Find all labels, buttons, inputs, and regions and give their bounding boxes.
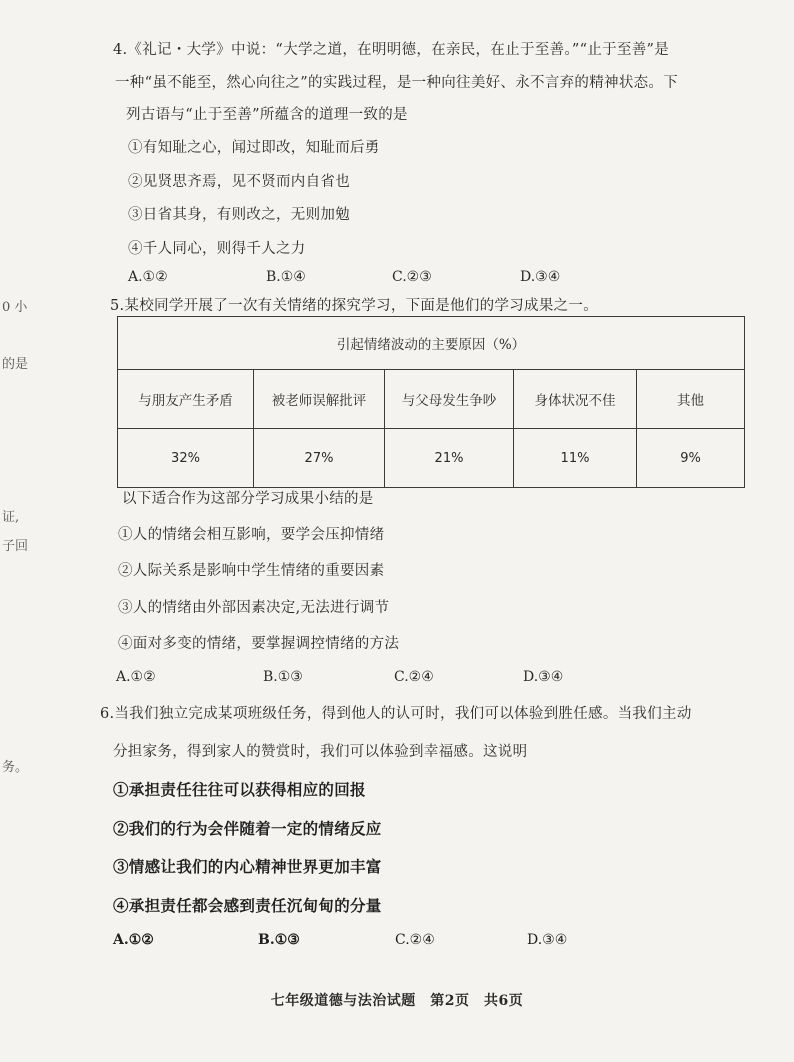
- q5-options: [116, 669, 716, 689]
- table-cell: 被老师误解批评: [254, 370, 385, 429]
- q5-stem: 5.某校同学开展了一次有关情绪的探究学习，下面是他们的学习成果之一。: [110, 298, 599, 314]
- q4-item: ③日省其身，有则改之，无则加勉: [128, 207, 350, 223]
- table-cell: 与父母发生争吵: [385, 370, 514, 429]
- margin-fragment: 0 小: [2, 300, 28, 315]
- q6-stem-line-2: 分担家务，得到家人的赞赏时，我们可以体验到幸福感。这说明: [113, 744, 528, 760]
- option-c[interactable]: C.②④: [395, 932, 435, 948]
- table-cell: 其他: [637, 370, 745, 429]
- q4-stem-line-3: 列古语与“止于至善”所蕴含的道理一致的是: [126, 107, 408, 123]
- margin-fragment: 证,: [2, 510, 20, 525]
- q5-item: ②人际关系是影响中学生情绪的重要因素: [118, 563, 385, 579]
- q6-item: ③情感让我们的内心精神世界更加丰富: [113, 857, 382, 876]
- q6-item: ①承担责任往往可以获得相应的回报: [113, 780, 366, 799]
- option-c[interactable]: C.②③: [392, 269, 432, 285]
- q4-stem-line-1: 4.《礼记・大学》中说：“大学之道，在明明德，在亲民，在止于至善。”“止于至善”是: [113, 42, 670, 58]
- table-cell: 身体状况不佳: [514, 370, 637, 429]
- table-cell: 与朋友产生矛盾: [118, 370, 254, 429]
- q6-stem-line-1: 6.当我们独立完成某项班级任务，得到他人的认可时，我们可以体验到胜任感。当我们主动: [100, 706, 692, 722]
- table-row: [118, 429, 745, 488]
- table-title: 引起情绪波动的主要原因（%）: [118, 317, 745, 370]
- q6-options: [113, 932, 713, 952]
- page-footer: 七年级道德与法治试题 第2页 共6页: [270, 993, 524, 1009]
- table-cell: 21%: [385, 429, 514, 488]
- margin-fragment: 务。: [2, 760, 29, 775]
- option-d[interactable]: D.③④: [523, 669, 564, 685]
- option-a[interactable]: A.①②: [128, 269, 168, 285]
- table-cell: 32%: [118, 429, 254, 488]
- table-cell: 9%: [637, 429, 745, 488]
- option-b[interactable]: B.①④: [266, 269, 306, 285]
- margin-fragment: 子回: [2, 539, 29, 554]
- q4-stem-line-2: 一种“虽不能至，然心向往之”的实践过程，是一种向往美好、永不言弃的精神状态。下: [115, 75, 679, 91]
- option-b[interactable]: B.①③: [263, 669, 303, 685]
- q4-options: [128, 269, 728, 289]
- q6-item: ④承担责任都会感到责任沉甸甸的分量: [113, 896, 382, 915]
- option-c[interactable]: C.②④: [394, 669, 434, 685]
- q4-item: ①有知耻之心，闻过即改，知耻而后勇: [128, 140, 380, 156]
- option-d[interactable]: D.③④: [520, 269, 561, 285]
- option-a[interactable]: A.①②: [113, 932, 154, 948]
- q5-item: ①人的情绪会相互影响，要学会压抑情绪: [118, 527, 385, 543]
- q5-item: ③人的情绪由外部因素决定,无法进行调节: [118, 600, 390, 616]
- q5-question: 以下适合作为这部分学习成果小结的是: [122, 491, 374, 507]
- emotion-causes-table: [117, 316, 745, 488]
- option-d[interactable]: D.③④: [527, 932, 568, 948]
- q6-item: ②我们的行为会伴随着一定的情绪反应: [113, 819, 382, 838]
- margin-fragment: 的是: [2, 357, 29, 372]
- q4-item: ④千人同心，则得千人之力: [128, 241, 306, 257]
- q4-item: ②见贤思齐焉，见不贤而内自省也: [128, 174, 350, 190]
- option-a[interactable]: A.①②: [116, 669, 156, 685]
- option-b[interactable]: B.①③: [258, 932, 300, 948]
- table-row: [118, 370, 745, 429]
- table-cell: 11%: [514, 429, 637, 488]
- table-cell: 27%: [254, 429, 385, 488]
- q5-item: ④面对多变的情绪，要掌握调控情绪的方法: [118, 636, 400, 652]
